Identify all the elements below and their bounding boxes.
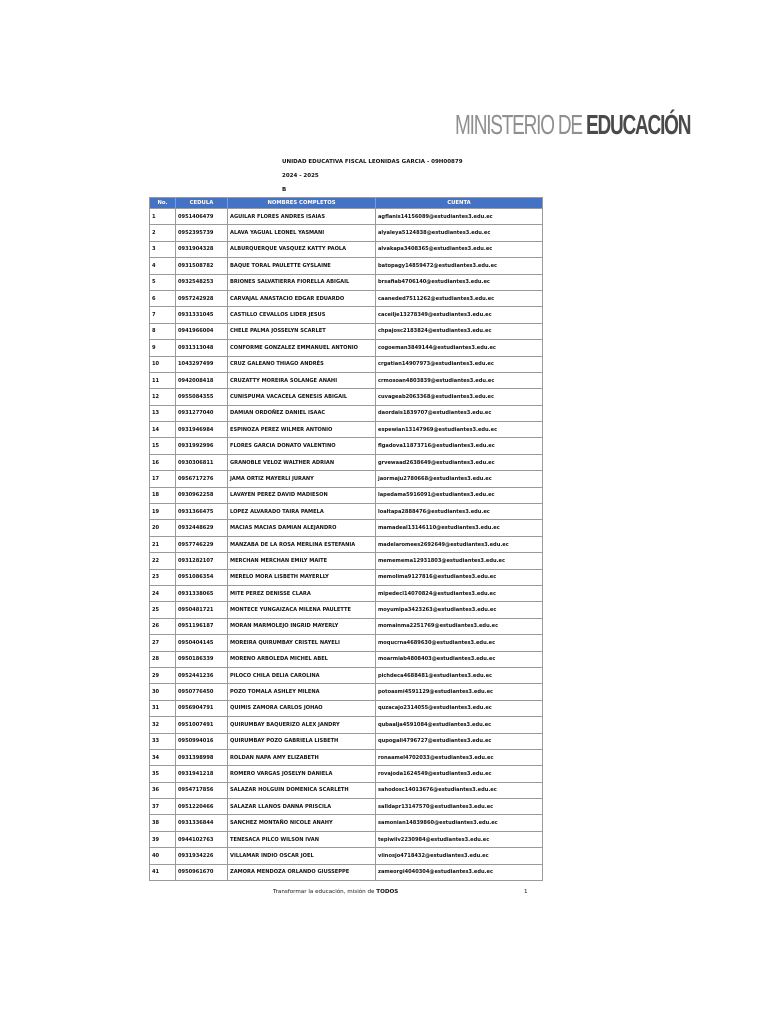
cell-no: 14	[150, 422, 176, 438]
cell-no: 40	[150, 848, 176, 864]
cell-cedula: 0957746229	[176, 536, 228, 552]
cell-nombres: CONFORME GONZALEZ EMMANUEL ANTONIO	[228, 340, 376, 356]
cell-cedula: 0950186339	[176, 651, 228, 667]
table-row	[150, 536, 543, 552]
column-header-nombres: NOMBRES COMPLETOS	[228, 198, 376, 209]
cell-nombres: MANZABA DE LA ROSA MERLINA ESTEFANIA	[228, 536, 376, 552]
cell-cedula: 0930962258	[176, 487, 228, 503]
table-row	[150, 569, 543, 585]
cell-no: 16	[150, 454, 176, 470]
cell-nombres: LOPEZ ALVARADO TAIRA PAMELA	[228, 504, 376, 520]
cell-no: 32	[150, 717, 176, 733]
cell-no: 3	[150, 241, 176, 257]
cell-cuenta: cogoeman3849144@estudiantes3.edu.ec	[376, 340, 543, 356]
cell-cuenta: moyumipa3423263@estudiantes3.edu.ec	[376, 602, 543, 618]
cell-cuenta: cuvageab2063368@estudiantes3.edu.ec	[376, 389, 543, 405]
cell-cuenta: chpajosc2183824@estudiantes3.edu.ec	[376, 323, 543, 339]
table-row	[150, 372, 543, 388]
cell-no: 4	[150, 258, 176, 274]
cell-nombres: MITE PEREZ DENISSE CLARA	[228, 585, 376, 601]
cell-nombres: SANCHEZ MONTAÑO NICOLE ANAHY	[228, 815, 376, 831]
cell-nombres: MORENO ARBOLEDA MICHEL ABEL	[228, 651, 376, 667]
cell-cuenta: tepiwiiv2230984@estudiantes3.edu.ec	[376, 831, 543, 847]
cell-cuenta: momainma2251769@estudiantes3.edu.ec	[376, 618, 543, 634]
cell-cedula: 0931934226	[176, 848, 228, 864]
cell-cedula: 0932448629	[176, 520, 228, 536]
cell-cuenta: crmosoan4803839@estudiantes3.edu.ec	[376, 372, 543, 388]
cell-no: 8	[150, 323, 176, 339]
cell-cedula: 0956717276	[176, 471, 228, 487]
cell-nombres: ROLDAN NAPA AMY ELIZABETH	[228, 749, 376, 765]
cell-cedula: 0944102763	[176, 831, 228, 847]
table-row	[150, 651, 543, 667]
column-header-no: No.	[150, 198, 176, 209]
cell-cedula: 0950961670	[176, 864, 228, 880]
cell-nombres: JAMA ORTIZ MAYERLI JURANY	[228, 471, 376, 487]
cell-cedula: 0951220466	[176, 799, 228, 815]
cell-cedula: 0931904328	[176, 241, 228, 257]
students-table	[149, 197, 543, 881]
cell-cuenta: quzacajo2314055@estudiantes3.edu.ec	[376, 700, 543, 716]
table-row	[150, 831, 543, 847]
table-row	[150, 848, 543, 864]
cell-no: 7	[150, 307, 176, 323]
table-row	[150, 471, 543, 487]
column-header-cuenta: CUENTA	[376, 198, 543, 209]
cell-no: 26	[150, 618, 176, 634]
cell-nombres: CARVAJAL ANASTACIO EDGAR EDUARDO	[228, 290, 376, 306]
column-header-cedula: CEDULA	[176, 198, 228, 209]
cell-no: 31	[150, 700, 176, 716]
table-row	[150, 323, 543, 339]
table-row	[150, 258, 543, 274]
footer-text	[273, 889, 398, 895]
cell-no: 28	[150, 651, 176, 667]
table-row	[150, 864, 543, 880]
cell-cedula: 0951086354	[176, 569, 228, 585]
table-row	[150, 766, 543, 782]
cell-cedula: 0931277040	[176, 405, 228, 421]
cell-no: 18	[150, 487, 176, 503]
table-row	[150, 520, 543, 536]
cell-cuenta: qubaalja4591084@estudiantes3.edu.ec	[376, 717, 543, 733]
cell-cedula: 0931398998	[176, 749, 228, 765]
cell-cuenta: moarmiab4808403@estudiantes3.edu.ec	[376, 651, 543, 667]
table-row	[150, 667, 543, 683]
cell-cuenta: moqucrna4689630@estudiantes3.edu.ec	[376, 635, 543, 651]
table-row	[150, 340, 543, 356]
cell-no: 2	[150, 225, 176, 241]
table-row	[150, 405, 543, 421]
cell-no: 22	[150, 553, 176, 569]
cell-nombres: MERELO MORA LISBETH MAYERLLY	[228, 569, 376, 585]
table-row	[150, 782, 543, 798]
cell-cedula: 0950776450	[176, 684, 228, 700]
cell-no: 12	[150, 389, 176, 405]
cell-cuenta: salldapr13147570@estudiantes3.edu.ec	[376, 799, 543, 815]
table-row	[150, 290, 543, 306]
cell-cedula: 0942008418	[176, 372, 228, 388]
ministry-logo	[455, 111, 691, 155]
cell-nombres: CASTILLO CEVALLOS LIDER JESUS	[228, 307, 376, 323]
cell-cedula: 1043297499	[176, 356, 228, 372]
table-row	[150, 635, 543, 651]
cell-no: 15	[150, 438, 176, 454]
cell-cedula: 0931336844	[176, 815, 228, 831]
cell-cedula: 0954717856	[176, 782, 228, 798]
table-row	[150, 209, 543, 225]
cell-nombres: AGUILAR FLORES ANDRES ISAIAS	[228, 209, 376, 225]
cell-no: 1	[150, 209, 176, 225]
cell-nombres: CRUZATTY MOREIRA SOLANGE ANAHI	[228, 372, 376, 388]
cell-no: 36	[150, 782, 176, 798]
cell-cuenta: samonian14839860@estudiantes3.edu.ec	[376, 815, 543, 831]
cell-cedula: 0931508782	[176, 258, 228, 274]
table-row	[150, 553, 543, 569]
cell-cuenta: mememema12931803@estudiantes3.edu.ec	[376, 553, 543, 569]
cell-cuenta: mipedecl14070824@estudiantes3.edu.ec	[376, 585, 543, 601]
cell-cuenta: alyaleya5124838@estudiantes3.edu.ec	[376, 225, 543, 241]
cell-cuenta: alvakapa3408365@estudiantes3.edu.ec	[376, 241, 543, 257]
cell-cuenta: ronaamel4702033@estudiantes3.edu.ec	[376, 749, 543, 765]
cell-nombres: TENESACA PILCO WILSON IVAN	[228, 831, 376, 847]
section-label: B	[282, 187, 287, 193]
cell-cedula: 0930306811	[176, 454, 228, 470]
cell-no: 9	[150, 340, 176, 356]
cell-no: 34	[150, 749, 176, 765]
cell-nombres: PILOCO CHILA DELIA CAROLINA	[228, 667, 376, 683]
cell-cuenta: zameorgi4040304@estudiantes3.edu.ec	[376, 864, 543, 880]
cell-nombres: MOREIRA QUIRUMBAY CRISTEL NAYELI	[228, 635, 376, 651]
cell-nombres: FLORES GARCIA DONATO VALENTINO	[228, 438, 376, 454]
cell-cuenta: pichdeca4688481@estudiantes3.edu.ec	[376, 667, 543, 683]
school-period: 2024 - 2025	[282, 173, 319, 179]
table-row	[150, 504, 543, 520]
cell-cuenta: mamadeal13146110@estudiantes3.edu.ec	[376, 520, 543, 536]
cell-cedula: 0955084355	[176, 389, 228, 405]
cell-cedula: 0956904791	[176, 700, 228, 716]
cell-cuenta: espewian13147969@estudiantes3.edu.ec	[376, 422, 543, 438]
cell-cuenta: brsafiab4706140@estudiantes3.edu.ec	[376, 274, 543, 290]
cell-cedula: 0951406479	[176, 209, 228, 225]
cell-nombres: DAMIAN ORDOÑEZ DANIEL ISAAC	[228, 405, 376, 421]
cell-no: 17	[150, 471, 176, 487]
table-row	[150, 618, 543, 634]
cell-cuenta: rovajoda1624549@estudiantes3.edu.ec	[376, 766, 543, 782]
cell-nombres: MERCHAN MERCHAN EMILY MAITE	[228, 553, 376, 569]
cell-nombres: BAQUE TORAL PAULETTE GYSLAINE	[228, 258, 376, 274]
cell-nombres: GRANOBLE VELOZ WALTHER ADRIAN	[228, 454, 376, 470]
cell-nombres: ESPINOZA PEREZ WILMER ANTONIO	[228, 422, 376, 438]
cell-no: 25	[150, 602, 176, 618]
cell-nombres: MONTECE YUNGAIZACA MILENA PAULETTE	[228, 602, 376, 618]
school-name: UNIDAD EDUCATIVA FISCAL LEONIDAS GARCIA - 09H00879	[282, 159, 463, 165]
cell-cedula: 0931992996	[176, 438, 228, 454]
cell-cuenta: crgatian14907973@estudiantes3.edu.ec	[376, 356, 543, 372]
table-body	[150, 209, 543, 881]
table-row	[150, 799, 543, 815]
cell-cedula: 0931941218	[176, 766, 228, 782]
cell-no: 13	[150, 405, 176, 421]
cell-cuenta: lapedama5916091@estudiantes3.edu.ec	[376, 487, 543, 503]
cell-nombres: ALAVA YAGUAL LEONEL YASMANI	[228, 225, 376, 241]
cell-no: 21	[150, 536, 176, 552]
cell-nombres: CHELE PALMA JOSSELYN SCARLET	[228, 323, 376, 339]
table-row	[150, 422, 543, 438]
cell-nombres: VILLAMAR INDIO OSCAR JOEL	[228, 848, 376, 864]
cell-nombres: ROMERO VARGAS JOSELYN DANIELA	[228, 766, 376, 782]
table-row	[150, 815, 543, 831]
cell-cedula: 0931946984	[176, 422, 228, 438]
cell-no: 24	[150, 585, 176, 601]
cell-cuenta: qupogali4796727@estudiantes3.edu.ec	[376, 733, 543, 749]
cell-no: 27	[150, 635, 176, 651]
cell-cuenta: caaneded7511262@estudiantes3.edu.ec	[376, 290, 543, 306]
table-row	[150, 307, 543, 323]
cell-nombres: QUIMIS ZAMORA CARLOS JOHAO	[228, 700, 376, 716]
cell-cedula: 0931331045	[176, 307, 228, 323]
cell-cedula: 0931282107	[176, 553, 228, 569]
cell-cuenta: caceilje13278349@estudiantes3.edu.ec	[376, 307, 543, 323]
cell-cedula: 0952441236	[176, 667, 228, 683]
cell-no: 37	[150, 799, 176, 815]
cell-nombres: QUIRUMBAY BAQUERIZO ALEX JANDRY	[228, 717, 376, 733]
cell-no: 33	[150, 733, 176, 749]
cell-no: 39	[150, 831, 176, 847]
cell-cuenta: jaormaju2780668@estudiantes3.edu.ec	[376, 471, 543, 487]
cell-cuenta: agflanis14156089@estudiantes3.edu.ec	[376, 209, 543, 225]
cell-cedula: 0951196187	[176, 618, 228, 634]
cell-nombres: CRUZ GALEANO THIAGO ANDRÉS	[228, 356, 376, 372]
cell-nombres: SALAZAR LLANOS DANNA PRISCILA	[228, 799, 376, 815]
cell-cuenta: madelaromees2692649@estudiantes3.edu.ec	[376, 536, 543, 552]
cell-cedula: 0941966004	[176, 323, 228, 339]
cell-cuenta: batopagy14859472@estudiantes3.edu.ec	[376, 258, 543, 274]
cell-no: 29	[150, 667, 176, 683]
cell-no: 41	[150, 864, 176, 880]
cell-cedula: 0957242928	[176, 290, 228, 306]
table-row	[150, 585, 543, 601]
logo-text-bold: EDUCACIÓN	[586, 111, 691, 142]
cell-cuenta: grvewaad2638649@estudiantes3.edu.ec	[376, 454, 543, 470]
cell-nombres: MACIAS MACIAS DAMIAN ALEJANDRO	[228, 520, 376, 536]
cell-cedula: 0931366475	[176, 504, 228, 520]
table-row	[150, 389, 543, 405]
cell-no: 23	[150, 569, 176, 585]
table-row	[150, 717, 543, 733]
cell-nombres: CUNISPUMA VACACELA GENESIS ABIGAIL	[228, 389, 376, 405]
page-number: 1	[524, 889, 528, 895]
table-row	[150, 684, 543, 700]
cell-nombres: POZO TOMALA ASHLEY MILENA	[228, 684, 376, 700]
cell-nombres: LAVAYEN PEREZ DAVID MADIESON	[228, 487, 376, 503]
cell-cedula: 0952395739	[176, 225, 228, 241]
cell-nombres: MORAN MARMOLEJO INGRID MAYERLY	[228, 618, 376, 634]
cell-cedula: 0950994016	[176, 733, 228, 749]
cell-cedula: 0932548253	[176, 274, 228, 290]
cell-cedula: 0931338065	[176, 585, 228, 601]
cell-no: 20	[150, 520, 176, 536]
table-row	[150, 225, 543, 241]
cell-cedula: 0950404145	[176, 635, 228, 651]
table-row	[150, 749, 543, 765]
cell-nombres: QUIRUMBAY POZO GABRIELA LISBETH	[228, 733, 376, 749]
cell-nombres: BRIONES SALVATIERRA FIORELLA ABIGAIL	[228, 274, 376, 290]
table-row	[150, 700, 543, 716]
table-row	[150, 241, 543, 257]
cell-nombres: ZAMORA MENDOZA ORLANDO GIUSSEPPE	[228, 864, 376, 880]
cell-cedula: 0951007491	[176, 717, 228, 733]
cell-no: 35	[150, 766, 176, 782]
cell-no: 11	[150, 372, 176, 388]
footer-motto: Transformar la educación, misión de	[273, 889, 377, 895]
cell-cedula: 0931313048	[176, 340, 228, 356]
cell-no: 6	[150, 290, 176, 306]
table-row	[150, 602, 543, 618]
cell-cuenta: loaltapa2888476@estudiantes3.edu.ec	[376, 504, 543, 520]
cell-no: 5	[150, 274, 176, 290]
table-header-row	[150, 198, 543, 209]
cell-cuenta: flgadova11873716@estudiantes3.edu.ec	[376, 438, 543, 454]
table-row	[150, 733, 543, 749]
cell-cuenta: daordais1839707@estudiantes3.edu.ec	[376, 405, 543, 421]
cell-cuenta: sahodosc14013676@estudiantes3.edu.ec	[376, 782, 543, 798]
cell-no: 19	[150, 504, 176, 520]
cell-no: 38	[150, 815, 176, 831]
cell-cuenta: memolima9127816@estudiantes3.edu.ec	[376, 569, 543, 585]
logo-text-light: MINISTERIO DE	[455, 111, 586, 142]
table-row	[150, 274, 543, 290]
cell-no: 10	[150, 356, 176, 372]
table-row	[150, 438, 543, 454]
table-row	[150, 454, 543, 470]
cell-nombres: ALBURQUERQUE VASQUEZ KATTY PAOLA	[228, 241, 376, 257]
table-row	[150, 487, 543, 503]
cell-cuenta: potoasmi4591129@estudiantes3.edu.ec	[376, 684, 543, 700]
table-row	[150, 356, 543, 372]
cell-no: 30	[150, 684, 176, 700]
cell-cedula: 0950481721	[176, 602, 228, 618]
cell-nombres: SALAZAR HOLGUIN DOMENICA SCARLETH	[228, 782, 376, 798]
cell-cuenta: viinosjo4718432@estudiantes3.edu.ec	[376, 848, 543, 864]
footer-motto-bold: TODOS	[376, 889, 399, 895]
